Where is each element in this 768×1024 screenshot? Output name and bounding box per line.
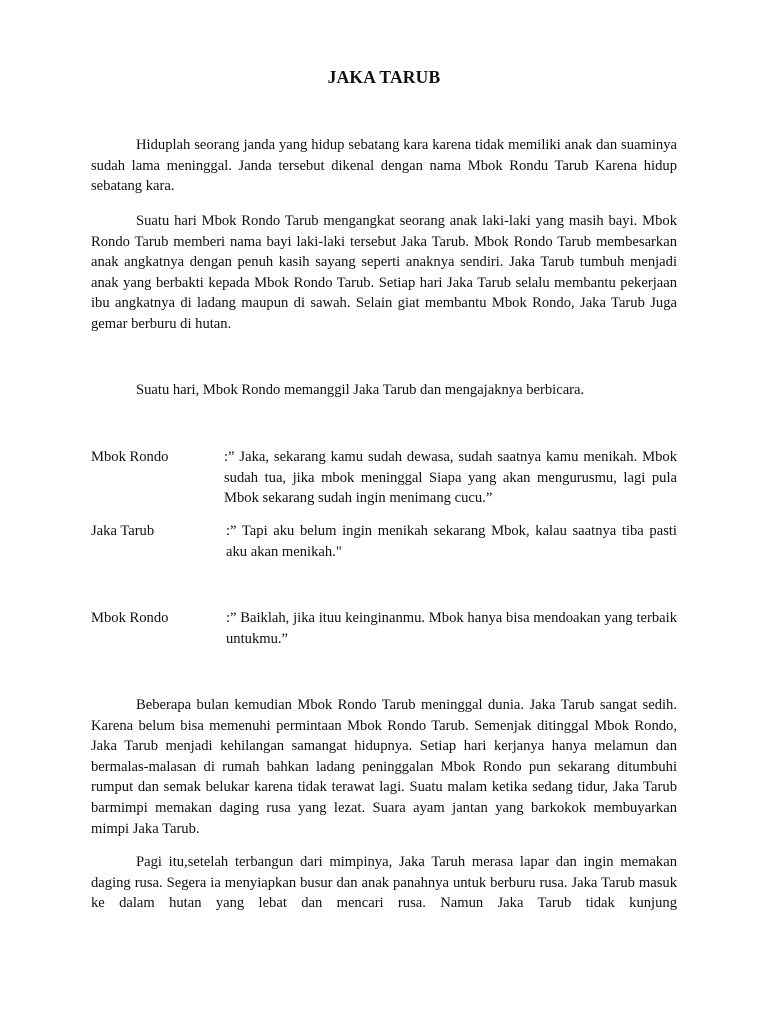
document-title: JAKA TARUB [327, 67, 441, 87]
dialogue-text: :” Baiklah, jika ituu keinginanmu. Mbok hanya bisa mendoakan yang terbaik untukmu.” [226, 610, 677, 647]
dialogue-text: :” Tapi aku belum ingin menikah sekarang Mbok, kalau saatnya tiba pasti aku akan menikah." [226, 523, 677, 560]
paragraph-intro: Hiduplah seorang janda yang hidup sebatang kara karena tidak memiliki anak dan suaminya sudah lama meninggal. Janda tersebut dikenal dengan nama Mbok Rondu Tarub Karena hidup sebatang kara. [91, 137, 677, 195]
paragraph-adoption: Suatu hari Mbok Rondo Tarub mengangkat seorang anak laki-laki yang masih bayi. Mbok Rondo Tarub memberi nama bayi laki-laki tersebut Jaka Tarub. Mbok Rondo Tarub membesarkan anak angkatnya dengan penuh kasih sayang seperti anaknya sendiri. Jaka Tarub tumbuh menjadi anak yang berbakti kepada Mbok Rondo Tarub. Setiap hari Jaka Tarub selalu membantu pekerjaan ibu angkatnya di ladang maupun di sawah. Selain giat membantu Mbok Rondo, Jaka Tarub Juga gemar berburu di hutan. [91, 213, 677, 332]
paragraph-mbok-rondo-dies: Beberapa bulan kemudian Mbok Rondo Tarub meninggal dunia. Jaka Tarub sangat sedih. Karena belum bisa memenuhi permintaan Mbok Rondo Tarub. Semenjak ditinggal Mbok Rondo, Jaka Tarub menjadi kehilangan samangat hidupnya. Setiap hari kerjanya hanya melamun dan bermalas-malasan di rumah bahkan ladang peninggalan Mbok Rondo pun sekarang ditumbuhi rumput dan semak belukar karena tidak terawat lagi. Suatu malam ketika sedang tidur, Jaka Tarub barmimpi memakan daging rusa yang lezat. Suara ayam jantan yang barkokok membuyarkan mimpi Jaka Tarub. [91, 697, 677, 837]
dialogue-speaker: Jaka Tarub [91, 523, 155, 539]
paragraph-morning-hunt: Pagi itu,setelah terbangun dari mimpinya, Jaka Taruh merasa lapar dan ingin memakan daging rusa. Segera ia menyiapkan busur dan anak panahnya untuk berburu rusa. Jaka Tarub masuk ke dalam hutan yang lebat dan mencari rusa. Namun Jaka Tarub tidak kunjung [91, 854, 677, 912]
paragraph-conversation-intro: Suatu hari, Mbok Rondo memanggil Jaka Tarub dan mengajaknya berbicara. [136, 382, 585, 398]
dialogue-text: :” Jaka, sekarang kamu sudah dewasa, sudah saatnya kamu menikah. Mbok sudah tua, jika mbok meninggal Siapa yang akan mengurusmu, lagi pula Mbok sekarang sudah ingin menimang cucu.” [224, 449, 677, 507]
dialogue-speaker: Mbok Rondo [91, 610, 169, 626]
dialogue-speaker: Mbok Rondo [91, 449, 169, 465]
